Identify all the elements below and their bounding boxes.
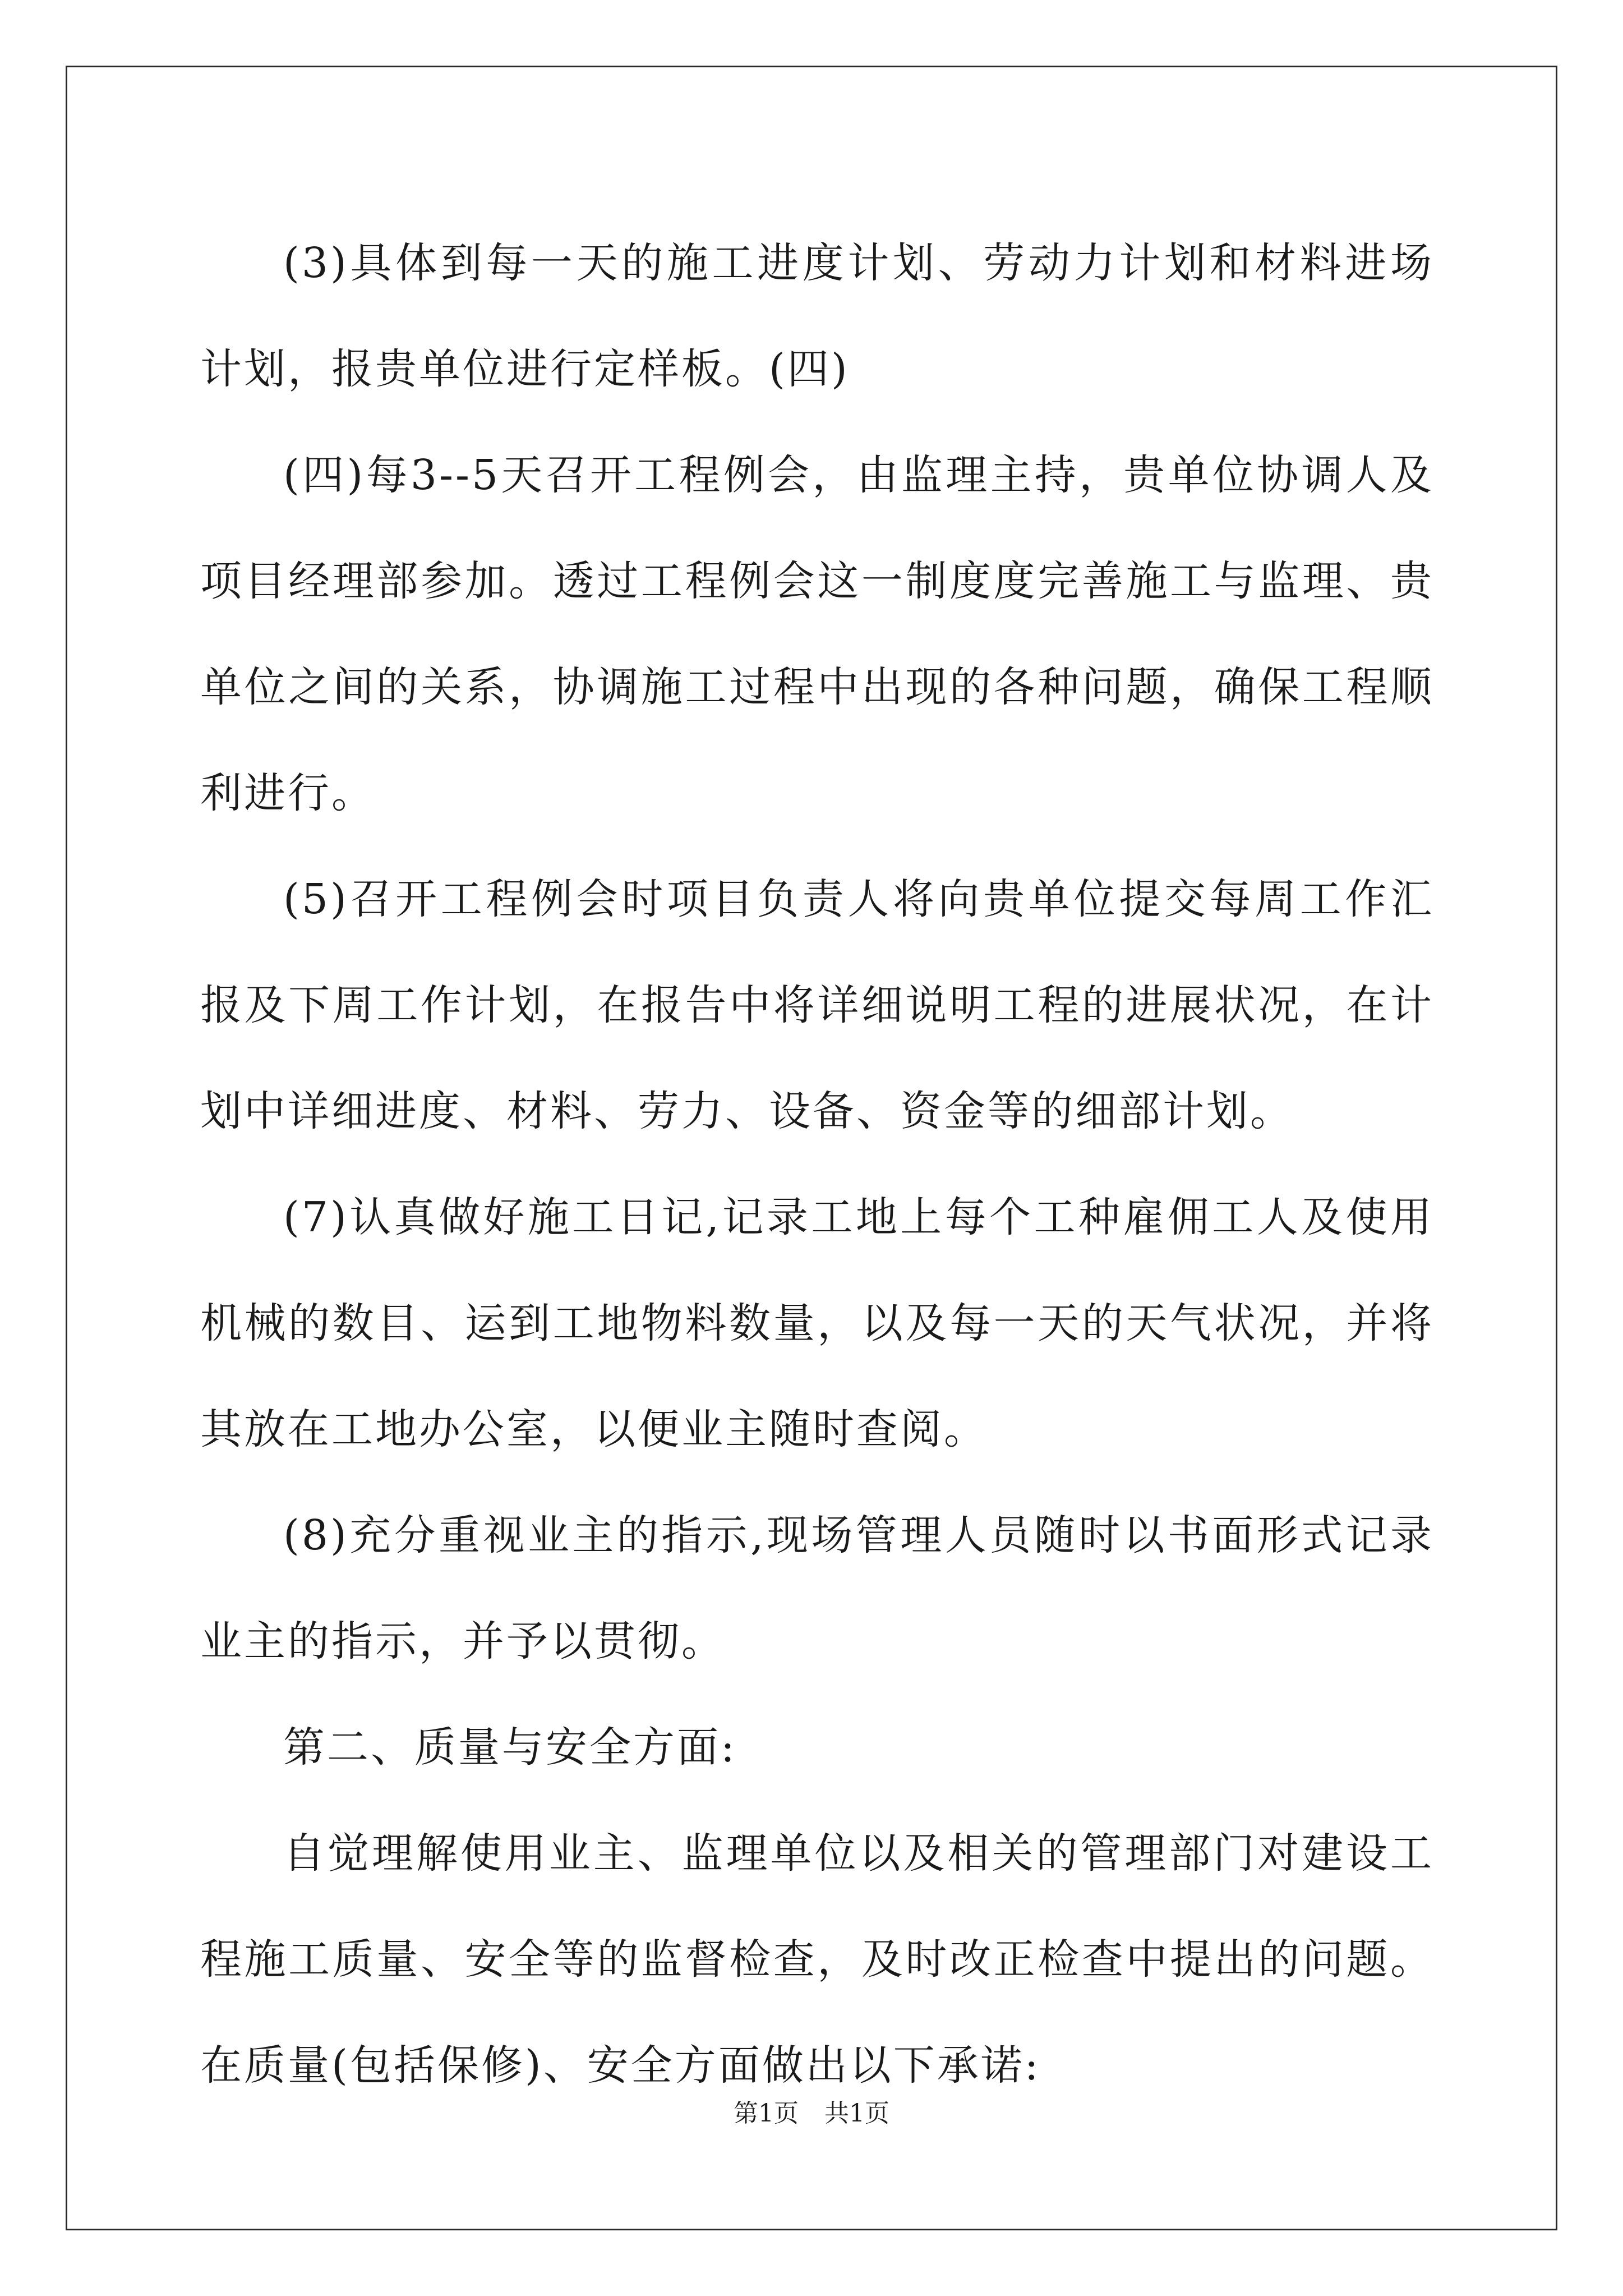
document-body [200, 210, 1434, 2119]
page-footer [0, 2097, 1623, 2131]
page-total: 共1页 [824, 2099, 889, 2128]
paragraph-item-3: (3)具体到每一天的施工进度计划、劳动力计划和材料进场计划，报贵单位进行定样板。(四) [200, 239, 1434, 393]
page-number: 第1页 [734, 2099, 799, 2128]
paragraph-item-4: (四)每3--5天召开工程例会，由监理主持，贵单位协调人及项目经理部参加。透过工程例会这一制度度完善施工与监理、贵单位之间的关系，协调施工过程中出现的各种问题，确保工程顺利进行。 [200, 451, 1434, 817]
paragraph-item-7: (7)认真做好施工日记,记录工地上每个工种雇佣工人及使用机械的数目、运到工地物料数量，以及每一天的天气状况，并将其放在工地办公室，以便业主随时查阅。 [200, 1193, 1434, 1453]
paragraph-item-8: (8)充分重视业主的指示,现场管理人员随时以书面形式记录业主的指示，并予以贯彻。 [200, 1511, 1434, 1665]
paragraph-commitment: 自觉理解使用业主、监理单位以及相关的管理部门对建设工程施工质量、安全等的监督检查，及时改正检查中提出的问题。在质量(包括保修)、安全方面做出以下承诺: [200, 1829, 1434, 2090]
paragraph-item-5: (5)召开工程例会时项目负责人将向贵单位提交每周工作汇报及下周工作计划，在报告中将详细说明工程的进展状况，在计划中详细进度、材料、劳力、设备、资金等的细部计划。 [200, 875, 1434, 1135]
section-heading: 第二、质量与安全方面: [283, 1723, 737, 1772]
